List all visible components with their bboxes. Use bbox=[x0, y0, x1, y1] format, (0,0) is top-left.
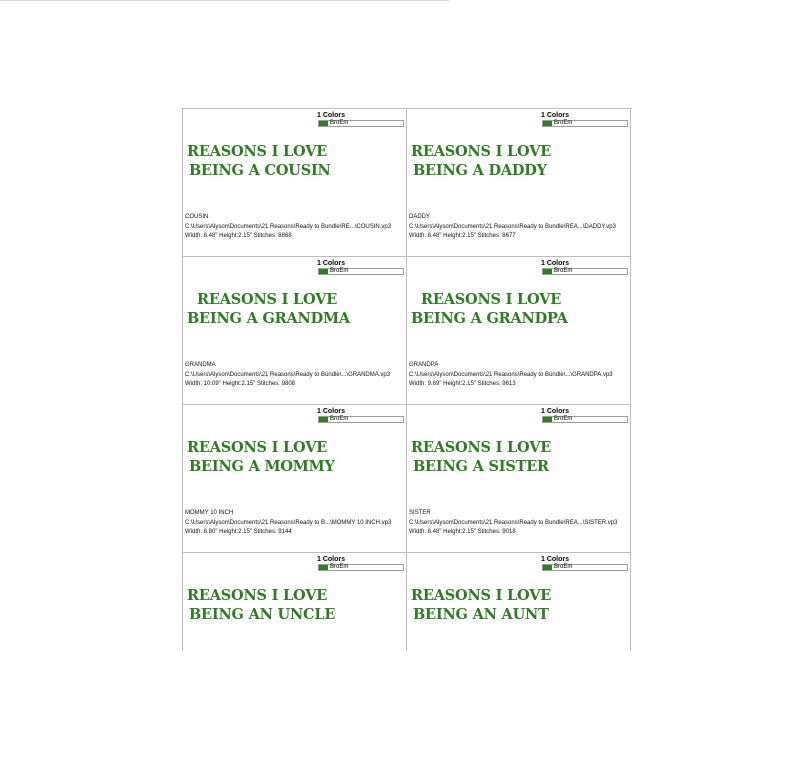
design-stats: Width: 8.80" Height:2.15" Stitches: 9144 bbox=[185, 529, 292, 535]
thread-swatch bbox=[319, 565, 328, 570]
design-text-line2: BEING A GRANDPA bbox=[411, 310, 568, 327]
design-stats: Width: 8.48" Height:2.15" Stitches: 9018 bbox=[409, 529, 516, 535]
design-file-path: C:\Users\Alyson\Documents\21 Reasons\Ready to Bundle\RE...\COUSIN.vp3 bbox=[185, 223, 392, 230]
design-cell-cousin[interactable] bbox=[183, 109, 407, 257]
design-info bbox=[185, 509, 404, 538]
design-text-line1: REASONS I LOVE bbox=[411, 439, 552, 456]
design-text-line1: REASONS I LOVE bbox=[187, 439, 328, 456]
thread-name: BroEm bbox=[330, 120, 349, 126]
design-info bbox=[185, 213, 404, 242]
design-stats: Width: 8.48" Height:2.15" Stitches: 8677 bbox=[409, 233, 516, 239]
thread-swatch bbox=[543, 121, 552, 126]
thread-color-chip bbox=[542, 268, 628, 275]
thread-color-chip bbox=[318, 268, 404, 275]
design-file-path: C:\Users\Alyson\Documents\21 Reasons\Ready to Bundle\REA...\SISTER.vp3 bbox=[409, 519, 618, 526]
design-preview bbox=[183, 586, 406, 624]
thread-name: BroEm bbox=[554, 564, 573, 570]
design-cell-daddy[interactable] bbox=[407, 109, 631, 257]
design-text-line2: BEING A COUSIN bbox=[189, 162, 331, 179]
thread-name: BroEm bbox=[554, 120, 573, 126]
thread-swatch bbox=[543, 565, 552, 570]
design-preview bbox=[183, 290, 406, 328]
colors-count-label: 1 Colors bbox=[540, 260, 569, 267]
design-stats: Width: 9.69" Height:2.15" Stitches: 9613 bbox=[409, 381, 516, 387]
design-file-path: C:\Users\Alyson\Documents\21 Reasons\Ready to Bundle\...\GRANDPA.vp3 bbox=[409, 371, 613, 378]
thread-swatch bbox=[543, 269, 552, 274]
design-cell-grandpa[interactable] bbox=[407, 257, 631, 405]
colors-count-label: 1 Colors bbox=[316, 260, 345, 267]
design-preview bbox=[407, 586, 630, 624]
colors-count-label: 1 Colors bbox=[316, 556, 345, 563]
design-text-line1: REASONS I LOVE bbox=[197, 291, 338, 308]
colors-count-label: 1 Colors bbox=[540, 556, 569, 563]
thread-swatch bbox=[543, 417, 552, 422]
design-text-line1: REASONS I LOVE bbox=[411, 143, 552, 160]
thread-name: BroEm bbox=[330, 564, 349, 570]
design-name: GRANDMA bbox=[185, 362, 216, 368]
thread-color-chip bbox=[318, 120, 404, 127]
page-top-rule bbox=[0, 0, 449, 1]
colors-count-label: 1 Colors bbox=[540, 408, 569, 415]
design-text-line2: BEING AN AUNT bbox=[413, 606, 549, 623]
design-stats: Width: 10.09" Height:2.15" Stitches: 9808 bbox=[185, 381, 295, 387]
design-file-path: C:\Users\Alyson\Documents\21 Reasons\Ready to B...\MOMMY 10 INCH.vp3 bbox=[185, 519, 392, 526]
thread-color-chip bbox=[318, 564, 404, 571]
colors-count-label: 1 Colors bbox=[316, 112, 345, 119]
design-text-line1: REASONS I LOVE bbox=[187, 587, 328, 604]
thread-swatch bbox=[319, 121, 328, 126]
design-info bbox=[409, 509, 628, 538]
thread-color-chip bbox=[542, 564, 628, 571]
design-preview bbox=[183, 142, 406, 180]
design-cell-aunt[interactable] bbox=[407, 553, 631, 651]
design-text-line1: REASONS I LOVE bbox=[411, 587, 552, 604]
design-text-line2: BEING A DADDY bbox=[413, 162, 547, 179]
design-cell-sister[interactable] bbox=[407, 405, 631, 553]
design-file-path: C:\Users\Alyson\Documents\21 Reasons\Ready to Bundle\REA...\DADDY.vp3 bbox=[409, 223, 616, 230]
design-text-line1: REASONS I LOVE bbox=[187, 143, 328, 160]
design-preview bbox=[183, 438, 406, 476]
design-info bbox=[409, 213, 628, 242]
design-text-line1: REASONS I LOVE bbox=[421, 291, 562, 308]
design-name: MOMMY 10 INCH bbox=[185, 510, 234, 516]
design-name: SISTER bbox=[409, 510, 431, 516]
design-stats: Width: 8.48" Height:2.15" Stitches: 8868 bbox=[185, 233, 292, 239]
thread-name: BroEm bbox=[554, 416, 573, 422]
thread-color-chip bbox=[318, 416, 404, 423]
design-preview bbox=[407, 290, 630, 328]
design-name: GRANDPA bbox=[409, 362, 439, 368]
design-text-line2: BEING A GRANDMA bbox=[187, 310, 350, 327]
design-cell-grandma[interactable] bbox=[183, 257, 407, 405]
design-text-line2: BEING AN UNCLE bbox=[189, 606, 336, 623]
design-info bbox=[185, 361, 404, 390]
design-text-line2: BEING A SISTER bbox=[413, 458, 549, 475]
design-info bbox=[409, 361, 628, 390]
thread-name: BroEm bbox=[330, 416, 349, 422]
design-name: DADDY bbox=[409, 214, 431, 220]
thread-color-chip bbox=[542, 416, 628, 423]
thread-swatch bbox=[319, 269, 328, 274]
design-file-path: C:\Users\Alyson\Documents\21 Reasons\Ready to Bundle\...\GRANDMA.vp3 bbox=[185, 371, 391, 378]
thread-name: BroEm bbox=[554, 268, 573, 274]
embroidery-design-sheet bbox=[182, 108, 632, 651]
thread-name: BroEm bbox=[330, 268, 349, 274]
design-preview bbox=[407, 142, 630, 180]
design-cell-mommy[interactable] bbox=[183, 405, 407, 553]
thread-swatch bbox=[319, 417, 328, 422]
colors-count-label: 1 Colors bbox=[316, 408, 345, 415]
design-cell-uncle[interactable] bbox=[183, 553, 407, 651]
design-text-line2: BEING A MOMMY bbox=[189, 458, 335, 475]
design-name: COUSIN bbox=[185, 214, 209, 220]
thread-color-chip bbox=[542, 120, 628, 127]
colors-count-label: 1 Colors bbox=[540, 112, 569, 119]
design-preview bbox=[407, 438, 630, 476]
